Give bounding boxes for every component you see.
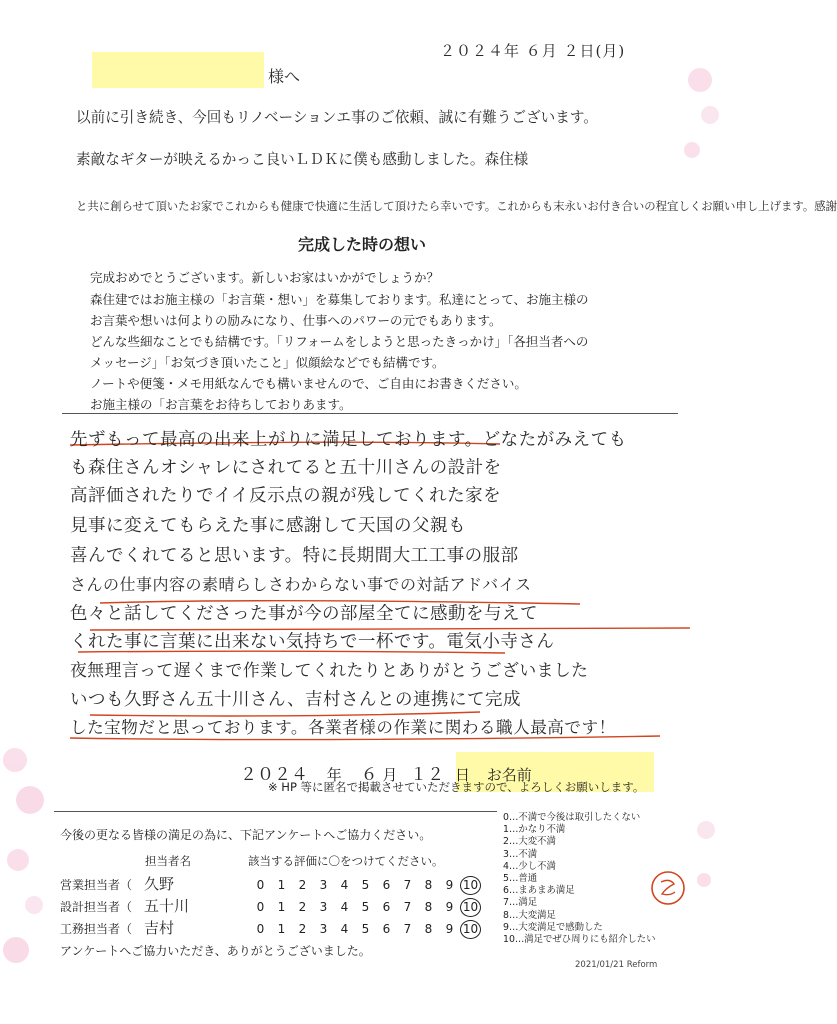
- rating-option-6[interactable]: 6: [382, 900, 391, 914]
- rating-option-6[interactable]: 6: [382, 922, 391, 936]
- rating-option-10[interactable]: 10: [460, 898, 481, 917]
- instruction-line: お施主様の「お言葉をお待ちしておりあます。: [90, 397, 352, 412]
- legend-item: 5…普通: [503, 873, 538, 885]
- privacy-note: ※ HP 等に匿名で掲載させていただきますので、よろしくお願いします。: [268, 780, 645, 794]
- section-title: 完成した時の想い: [297, 235, 426, 254]
- legend-item: 8…大変満足: [503, 909, 556, 921]
- rating-option-9[interactable]: 9: [445, 922, 454, 936]
- rating-legend: [503, 812, 656, 946]
- honorific-suffix: 様へ: [268, 67, 301, 86]
- rating-option-4[interactable]: 4: [340, 900, 349, 914]
- customer-message-line: した宝物だと思っております。各業者様の作業に関わる職人最高です！: [70, 718, 616, 737]
- role-label: 工務担当者（: [60, 922, 133, 936]
- rating-option-2[interactable]: 2: [298, 922, 307, 936]
- legend-item: 4…少し不満: [503, 860, 556, 872]
- signature-year: ２０２４: [240, 765, 308, 785]
- legend-item: 9…大変満足で感動した: [503, 921, 603, 933]
- legend-item: 3…不満: [503, 848, 538, 860]
- instruction-line: メッセージ」「お気づき頂いたこと」似顔絵などでも結構です。: [90, 355, 445, 370]
- rating-option-8[interactable]: 8: [424, 900, 433, 914]
- legend-item: 6…まあまあ満足: [503, 885, 575, 897]
- customer-message-line: 夜無理言って遅くまで作業してくれたりとありがとうございました: [70, 660, 589, 680]
- intro-message-line: 素敵なギターが映えるかっこ良いＬＤＫに僕も感動しました。森住様: [76, 151, 529, 168]
- instruction-line: 森住建ではお施主様の「お言葉・想い」を募集しております。私達にとって、お施主様の: [90, 292, 589, 307]
- month-suffix: 月: [382, 766, 398, 784]
- role-label: 営業担当者（: [60, 878, 133, 892]
- rating-option-0[interactable]: 0: [256, 878, 265, 892]
- rating-option-4[interactable]: 4: [340, 922, 349, 936]
- instruction-line: どんな些細なことでも結構です。「リフォームをしようと思ったきっかけ」「各担当者への: [90, 334, 589, 349]
- rating-option-2[interactable]: 2: [298, 900, 307, 914]
- rating-option-1[interactable]: 1: [277, 878, 286, 892]
- rating-option-3[interactable]: 3: [319, 900, 328, 914]
- instruction-line: 完成おめでとうございます。新しいお家はいかがでしょうか？: [90, 270, 440, 285]
- legend-item: 1…かなり不満: [503, 824, 566, 836]
- customer-message-line: さんの仕事内容の素晴らしさわからない事での対話アドバイス: [70, 575, 532, 594]
- customer-message-line: くれた事に言葉に出来ない気持ちで一杯です。電気小寺さん: [70, 632, 555, 652]
- legend-item: 7…満足: [503, 897, 538, 909]
- rating-option-0[interactable]: 0: [256, 922, 265, 936]
- rating-option-9[interactable]: 9: [445, 878, 454, 892]
- customer-message-line: いつも久野さん五十川さん、吉村さんとの連携にて完成: [70, 690, 522, 710]
- staff-name: 五十川: [144, 897, 190, 915]
- role-label: 設計担当者（: [60, 900, 133, 914]
- rating-option-4[interactable]: 4: [340, 878, 349, 892]
- rating-option-6[interactable]: 6: [382, 878, 391, 892]
- legend-item: 0…不満で今後は取引したくない: [503, 812, 641, 823]
- year-suffix: 年: [326, 766, 342, 784]
- instruction-line: お言葉や想いは何よりの励みになり、仕事へのパワーの元でもあります。: [90, 313, 502, 328]
- rating-option-1[interactable]: 1: [277, 900, 286, 914]
- customer-message-line: 高評価されたりでイイ反示点の親が残してくれた家を: [70, 486, 502, 506]
- legend-item: 10…満足でぜひ周りにも紹介したい: [503, 934, 656, 946]
- rating-option-5[interactable]: 5: [361, 878, 370, 892]
- name-label: お名前: [486, 766, 532, 784]
- intro-message-line: と共に創らせて頂いたお家でこれからも健康で快適に生活して頂けたら幸いです。これからも末永いお付き合いの程宜しくお願い申し上げます。感謝: [76, 199, 837, 213]
- rating-option-8[interactable]: 8: [424, 878, 433, 892]
- rating-option-0[interactable]: 0: [256, 900, 265, 914]
- evaluation-instruction: 該当する評価に〇をつけてください。: [248, 854, 444, 868]
- customer-message-line: も森住さんオシャレにされてると五十川さんの設計を: [70, 458, 502, 478]
- rating-option-7[interactable]: 7: [403, 900, 412, 914]
- rating-option-8[interactable]: 8: [424, 922, 433, 936]
- rating-option-9[interactable]: 9: [445, 900, 454, 914]
- customer-message-line: 色々と話してくださった事が今の部屋全てに感動を与えて: [70, 604, 538, 624]
- message-area-divider: [62, 413, 678, 414]
- survey-closing: アンケートへご協力いただき、ありがとうございました。: [60, 944, 371, 958]
- customer-message-line: 喜んでくれてると思います。特に長期間大工工事の服部: [70, 546, 519, 566]
- signature-month: ６: [360, 765, 378, 785]
- rating-option-5[interactable]: 5: [361, 922, 370, 936]
- day-suffix: 日: [454, 766, 470, 784]
- intro-message-line: 以前に引き続き、今回もリノベーションエ事のご依頼、誠に有難うございます。: [76, 109, 598, 126]
- signature-day: １２: [410, 765, 445, 785]
- rating-option-7[interactable]: 7: [403, 922, 412, 936]
- legend-item: 2…大変不満: [503, 836, 556, 848]
- survey-divider: [54, 811, 497, 812]
- rating-option-10[interactable]: 10: [460, 920, 481, 939]
- rating-option-2[interactable]: 2: [298, 878, 307, 892]
- customer-message-line: 先ずもって最高の出来上がりに満足しております。どなたがみえても: [70, 430, 627, 450]
- staff-name: 吉村: [144, 919, 175, 937]
- rating-option-5[interactable]: 5: [361, 900, 370, 914]
- staff-name: 久野: [144, 875, 175, 893]
- instruction-line: ノートや便箋・メモ用紙なんでも構いませんので、ご自由にお書きください。: [90, 376, 527, 391]
- form-version: 2021/01/21 Reform: [575, 960, 658, 970]
- rating-scale[interactable]: [250, 898, 481, 917]
- rating-scale[interactable]: [250, 876, 481, 895]
- rating-option-1[interactable]: 1: [277, 922, 286, 936]
- rating-option-3[interactable]: 3: [319, 922, 328, 936]
- letter-date: ２０２４年 ６月 ２日(月): [440, 42, 626, 60]
- survey-intro: 今後の更なる皆様の満足の為に、下記アンケートへご協力ください。: [60, 828, 432, 842]
- staff-name-header: 担当者名: [145, 854, 191, 868]
- rating-option-7[interactable]: 7: [403, 878, 412, 892]
- customer-message-line: 見事に変えてもらえた事に感謝して天国の父親も: [70, 516, 466, 536]
- rating-scale[interactable]: [250, 920, 481, 939]
- redacted-customer-name: [92, 52, 264, 88]
- rating-option-10[interactable]: 10: [460, 876, 481, 895]
- rating-option-3[interactable]: 3: [319, 878, 328, 892]
